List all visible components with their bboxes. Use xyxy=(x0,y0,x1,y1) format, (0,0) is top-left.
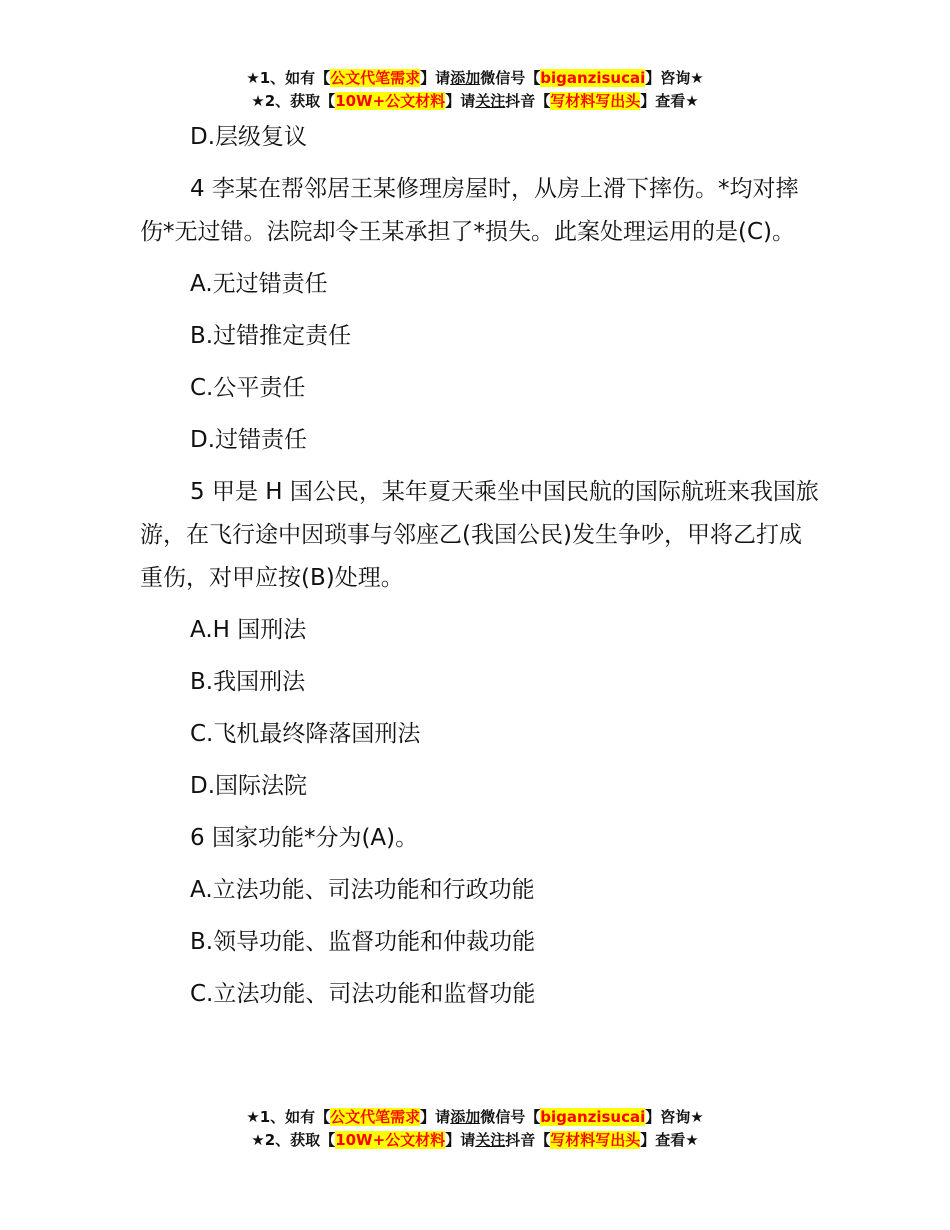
question-4: 4 李某在帮邻居王某修理房屋时，从房上滑下摔伤。*均对摔伤*无过错。法院却令王某承担了*损失。此案处理运用的是(C)。 xyxy=(140,176,799,245)
option-line: A.立法功能、司法功能和行政功能 xyxy=(190,877,535,903)
option-line: C.公平责任 xyxy=(190,375,306,401)
header-underline-add: 添加 xyxy=(450,69,481,87)
option-line: C.立法功能、司法功能和监督功能 xyxy=(190,981,536,1007)
option-line: D.过错责任 xyxy=(190,427,308,453)
header-banner xyxy=(0,67,950,113)
footer-line-1-text: 】请 xyxy=(420,1108,451,1126)
option-line: D.层级复议 xyxy=(190,124,308,150)
footer-highlight-wechat-id: biganzisucai xyxy=(540,1108,646,1126)
header-highlight-service: 公文代笔需求 xyxy=(330,69,421,87)
header-line-2-text-2: 抖音【 xyxy=(505,92,551,110)
footer-line-1 xyxy=(0,1106,950,1129)
footer-line-2-text-2: 抖音【 xyxy=(505,1131,551,1149)
option-line: B.我国刑法 xyxy=(190,669,306,695)
question-6: 6 国家功能*分为(A)。 xyxy=(190,825,419,851)
footer-highlight-materials: 10W+公文材料 xyxy=(335,1131,446,1149)
option-line: B.领导功能、监督功能和仲裁功能 xyxy=(190,929,536,955)
footer-line-1-suffix: 】咨询★ xyxy=(645,1108,704,1126)
footer-line-2 xyxy=(0,1129,950,1152)
header-underline-follow: 关注 xyxy=(475,92,506,110)
option-line: B.过错推定责任 xyxy=(190,323,352,349)
footer-line-1-text-2: 微信号【 xyxy=(480,1108,541,1126)
header-line-1 xyxy=(0,67,950,90)
header-line-2-text: 】请 xyxy=(445,92,476,110)
footer-banner xyxy=(0,1106,950,1152)
header-line-1-suffix: 】咨询★ xyxy=(645,69,704,87)
header-line-1-text-2: 微信号【 xyxy=(480,69,541,87)
footer-line-2-prefix: ★2、获取【 xyxy=(251,1131,336,1149)
footer-highlight-service: 公文代笔需求 xyxy=(330,1108,421,1126)
option-line: D.国际法院 xyxy=(190,773,308,799)
footer-highlight-douyin: 写材料写出头 xyxy=(550,1131,641,1149)
header-line-1-prefix: ★1、如有【 xyxy=(246,69,331,87)
header-line-1-text: 】请 xyxy=(420,69,451,87)
header-highlight-materials: 10W+公文材料 xyxy=(335,92,446,110)
header-highlight-wechat-id: biganzisucai xyxy=(540,69,646,87)
option-line: C.飞机最终降落国刑法 xyxy=(190,721,421,747)
header-highlight-douyin: 写材料写出头 xyxy=(550,92,641,110)
header-line-2-prefix: ★2、获取【 xyxy=(251,92,336,110)
option-line: A.H 国刑法 xyxy=(190,617,307,643)
footer-line-1-prefix: ★1、如有【 xyxy=(246,1108,331,1126)
footer-line-2-suffix: 】查看★ xyxy=(640,1131,699,1149)
header-line-2-suffix: 】查看★ xyxy=(640,92,699,110)
option-line: A.无过错责任 xyxy=(190,271,328,297)
document-body xyxy=(140,116,820,1025)
footer-line-2-text: 】请 xyxy=(445,1131,476,1149)
header-line-2 xyxy=(0,90,950,113)
question-5: 5 甲是 H 国公民，某年夏天乘坐中国民航的国际航班来我国旅游，在飞行途中因琐事与邻座乙(我国公民)发生争吵，甲将乙打成重伤，对甲应按(B)处理。 xyxy=(140,479,819,591)
footer-underline-add: 添加 xyxy=(450,1108,481,1126)
footer-underline-follow: 关注 xyxy=(475,1131,506,1149)
